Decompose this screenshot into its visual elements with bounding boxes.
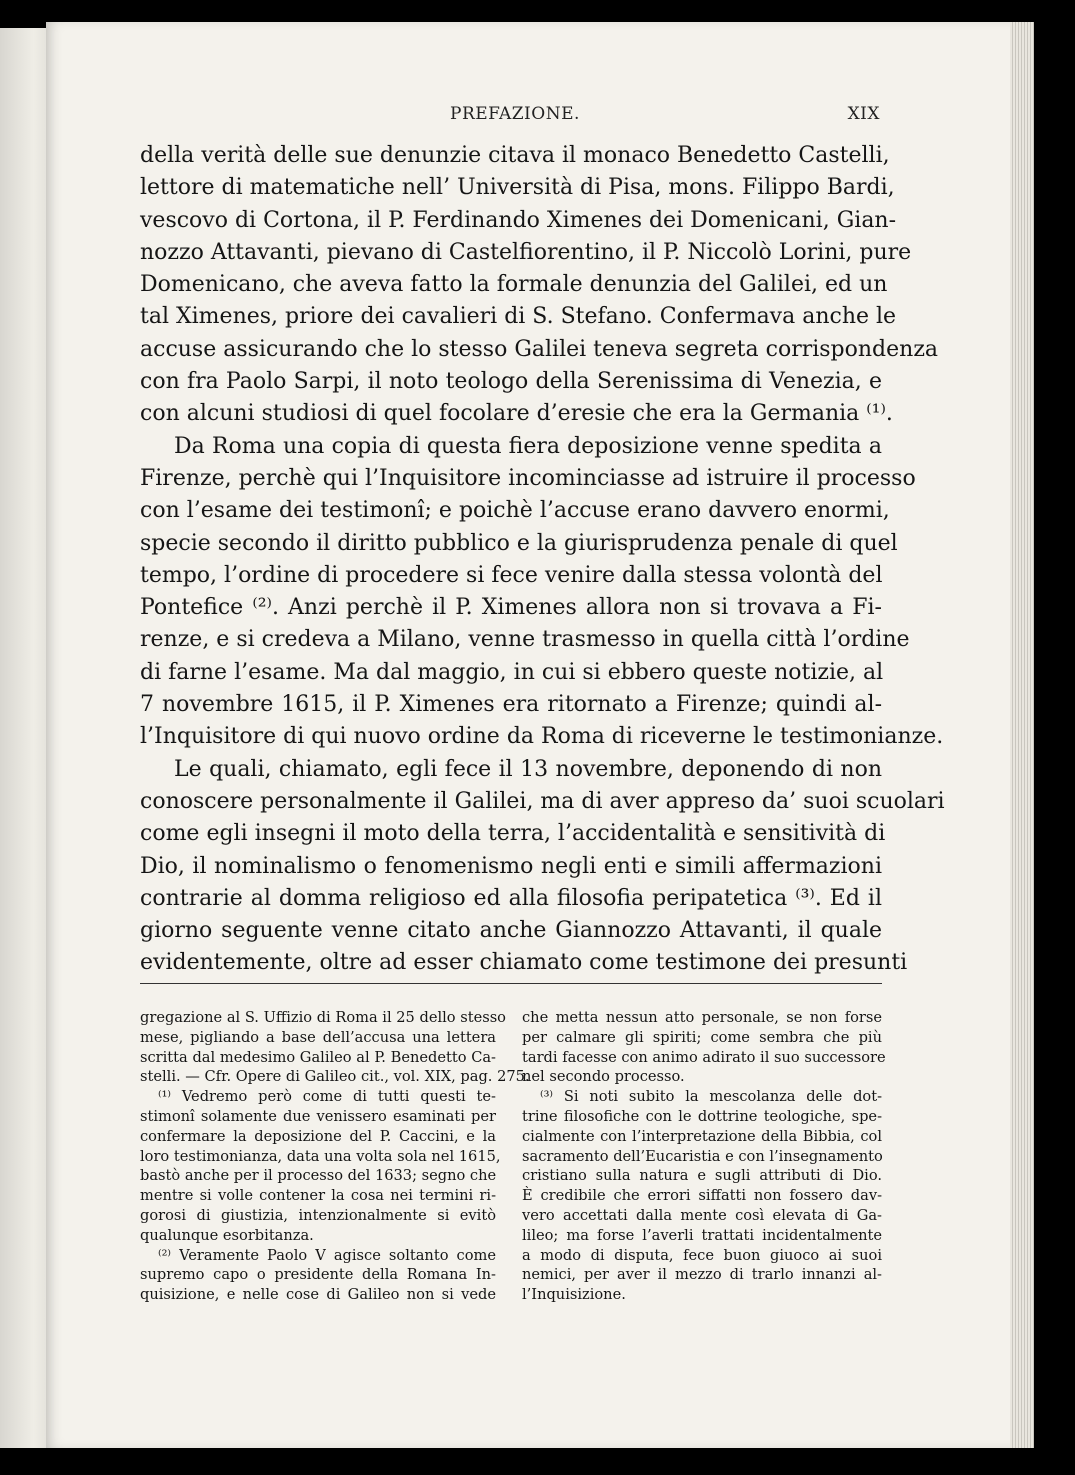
- text-line: accuse assicurando che lo stesso Galilei teneva segreta corrispondenza: [140, 336, 939, 362]
- footnote-line: nel secondo processo.: [522, 1068, 685, 1086]
- text-line: Pontefice ⁽²⁾. Anzi perchè il P. Ximenes allora non si trovava a Fi-: [140, 595, 882, 621]
- footnote-line: ⁽¹⁾ Vedremo però come di tutti questi te-: [158, 1088, 496, 1106]
- footnote-line: trine filosofiche con le dottrine teologiche, spe-: [522, 1107, 882, 1125]
- text-line: conoscere personalmente il Galilei, ma di aver appreso da’ suoi scuolari: [140, 788, 945, 814]
- running-head: [140, 104, 880, 128]
- footnote-line: quisizione, e nelle cose di Galileo non si vede: [140, 1286, 496, 1304]
- running-head-title: PREFAZIONE.: [450, 104, 580, 124]
- text-line: nozzo Attavanti, pievano di Castelfiorentino, il P. Niccolò Lorini, pure: [140, 239, 912, 265]
- footnote-line: ⁽²⁾ Veramente Paolo V agisce soltanto come: [158, 1246, 496, 1264]
- text-line: Domenicano, che aveva fatto la formale denunzia del Galilei, ed un: [140, 272, 888, 298]
- footnote-line: nemici, per aver il mezzo di trarlo innanzi al-: [522, 1266, 882, 1284]
- facing-page-edge: [0, 28, 48, 1448]
- text-line: evidentemente, oltre ad esser chiamato come testimone dei presunti: [140, 950, 908, 976]
- footnote-line: a modo di disputa, fece buon giuoco ai suoi: [522, 1246, 882, 1264]
- page-number: XIX: [847, 104, 880, 124]
- footnotes-left-column: [140, 1008, 530, 1305]
- footnote-line: sacramento dell’Eucaristia e con l’insegnamento: [522, 1147, 883, 1165]
- footnote-line: stelli. — Cfr. Opere di Galileo cit., vol. XIX, pag. 275.: [140, 1068, 530, 1086]
- text-line: specie secondo il diritto pubblico e la giurisprudenza penale di quel: [140, 530, 898, 556]
- text-line: di farne l’esame. Ma dal maggio, in cui si ebbero queste notizie, al: [140, 659, 884, 685]
- footnote-line: cristiano sulla natura e sugli attributi di Dio.: [522, 1167, 882, 1185]
- text-line: della verità delle sue denunzie citava il monaco Benedetto Castelli,: [140, 143, 890, 168]
- footnote-line: vero accettati dalla mente così elevata di Ga-: [522, 1206, 882, 1224]
- footnotes-right-column: [522, 1008, 886, 1305]
- text-line: renze, e si credeva a Milano, venne trasmesso in quella città l’ordine: [140, 627, 910, 653]
- footnote-line: qualunque esorbitanza.: [140, 1226, 314, 1244]
- text-line: lettore di matematiche nell’ Università di Pisa, mons. Filippo Bardi,: [140, 175, 895, 201]
- text-line: giorno seguente venne citato anche Giannozzo Attavanti, il quale: [140, 918, 882, 944]
- footnote-line: gregazione al S. Uffizio di Roma il 25 dello stesso: [140, 1009, 506, 1026]
- text-line: Le quali, chiamato, egli fece il 13 novembre, deponendo di non: [174, 756, 882, 782]
- footnote-line: tardi facesse con animo adirato il suo successore: [522, 1048, 886, 1066]
- text-line: contrarie al domma religioso ed alla filosofia peripatetica ⁽³⁾. Ed il: [140, 885, 882, 911]
- text-line: Firenze, perchè qui l’Inquisitore incominciasse ad istruire il processo: [140, 465, 916, 491]
- text-line: con alcuni studiosi di quel focolare d’eresie che era la Germania ⁽¹⁾.: [140, 401, 893, 427]
- text-line: con l’esame dei testimonî; e poichè l’accuse erano davvero enormi,: [140, 498, 890, 524]
- main-text: [140, 140, 945, 980]
- footnote-line: mese, pigliando a base dell’accusa una lettera: [140, 1028, 496, 1046]
- footnote-line: supremo capo o presidente della Romana In-: [140, 1266, 496, 1284]
- footnote-line: l’Inquisizione.: [522, 1286, 626, 1304]
- text-line: con fra Paolo Sarpi, il noto teologo della Serenissima di Venezia, e: [140, 369, 882, 395]
- footnote-line: che metta nessun atto personale, se non forse: [522, 1009, 882, 1026]
- footnote-line: per calmare gli spiriti; come sembra che più: [522, 1028, 882, 1046]
- text-line: Dio, il nominalismo o fenomenismo negli enti e simili affermazioni: [140, 853, 882, 879]
- text-line: 7 novembre 1615, il P. Ximenes era ritornato a Firenze; quindi al-: [140, 692, 882, 718]
- page-stack-edge: [1010, 22, 1034, 1448]
- text-line: tal Ximenes, priore dei cavalieri di S. Stefano. Confermava anche le: [140, 304, 897, 330]
- footnote-rule: [140, 983, 882, 984]
- text-line: Da Roma una copia di questa fiera deposizione venne spedita a: [174, 433, 882, 459]
- footnote-line: cialmente con l’interpretazione della Bibbia, col: [522, 1127, 882, 1145]
- text-line: vescovo di Cortona, il P. Ferdinando Ximenes dei Domenicani, Gian-: [140, 207, 897, 233]
- text-line: come egli insegni il moto della terra, l’accidentalità e sensitività di: [140, 821, 886, 847]
- footnote-line: loro testimonianza, data una volta sola nel 1615,: [140, 1147, 501, 1165]
- footnote-line: È credibile che errori siffatti non fossero dav-: [522, 1187, 882, 1205]
- text-line: l’Inquisitore di qui nuovo ordine da Roma di riceverne le testimonianze.: [140, 724, 944, 750]
- footnote-line: mentre si volle contener la cosa nei termini ri-: [140, 1187, 496, 1205]
- footnote-line: gorosi di giustizia, intenzionalmente si evitò: [140, 1206, 496, 1224]
- footnote-line: ⁽³⁾ Si noti subito la mescolanza delle dot-: [540, 1088, 882, 1106]
- footnote-line: lileo; ma forse l’averli trattati incidentalmente: [522, 1226, 882, 1244]
- footnote-line: scritta dal medesimo Galileo al P. Benedetto Ca-: [140, 1048, 496, 1066]
- text-line: tempo, l’ordine di procedere si fece venire dalla stessa volontà del: [140, 562, 883, 588]
- footnote-line: confermare la deposizione del P. Caccini, e la: [140, 1127, 496, 1145]
- footnote-line: bastò anche per il processo del 1633; segno che: [140, 1167, 497, 1185]
- footnote-line: stimonî solamente due venissero esaminati per: [140, 1107, 496, 1125]
